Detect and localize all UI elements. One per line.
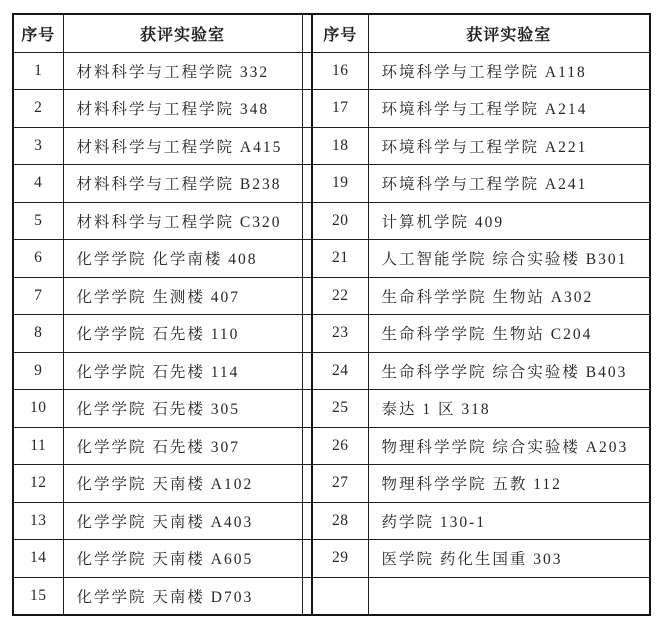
table-row xyxy=(13,127,650,165)
header-serial-left: 序号 xyxy=(13,14,63,52)
gap-cell xyxy=(302,390,312,428)
serial-cell-left: 2 xyxy=(13,90,63,128)
serial-cell-right: 22 xyxy=(312,277,368,315)
gap-cell xyxy=(302,202,312,240)
serial-cell-right: 27 xyxy=(312,465,368,503)
serial-cell-right: 29 xyxy=(312,540,368,578)
header-lab-left: 获评实验室 xyxy=(63,14,302,52)
lab-cell-left: 化学学院 石先楼 305 xyxy=(63,390,302,428)
serial-cell-right: 18 xyxy=(312,127,368,165)
serial-cell-left: 13 xyxy=(13,502,63,540)
serial-cell-right: 20 xyxy=(312,202,368,240)
lab-cell-left: 化学学院 化学南楼 408 xyxy=(63,240,302,278)
lab-cell-right: 人工智能学院 综合实验楼 B301 xyxy=(368,240,650,278)
serial-cell-right xyxy=(312,577,368,615)
gap-cell xyxy=(302,165,312,203)
table-row xyxy=(13,577,650,615)
lab-cell-left: 化学学院 天南楼 A605 xyxy=(63,540,302,578)
lab-cell-right: 计算机学院 409 xyxy=(368,202,650,240)
gap-cell xyxy=(302,502,312,540)
gap-cell xyxy=(302,315,312,353)
serial-cell-left: 14 xyxy=(13,540,63,578)
gap-cell xyxy=(302,465,312,503)
serial-cell-left: 6 xyxy=(13,240,63,278)
serial-cell-left: 3 xyxy=(13,127,63,165)
serial-cell-left: 10 xyxy=(13,390,63,428)
lab-cell-right: 生命科学学院 生物站 C204 xyxy=(368,315,650,353)
table-row xyxy=(13,465,650,503)
table-row xyxy=(13,502,650,540)
serial-cell-left: 15 xyxy=(13,577,63,615)
table-row xyxy=(13,390,650,428)
table-row xyxy=(13,165,650,203)
lab-cell-left: 化学学院 石先楼 114 xyxy=(63,352,302,390)
header-lab-right: 获评实验室 xyxy=(368,14,650,52)
lab-cell-left: 材料科学与工程学院 A415 xyxy=(63,127,302,165)
gap-cell xyxy=(302,90,312,128)
lab-cell-left: 化学学院 天南楼 D703 xyxy=(63,577,302,615)
serial-cell-left: 8 xyxy=(13,315,63,353)
table-row xyxy=(13,427,650,465)
gap-cell xyxy=(302,540,312,578)
gap-cell xyxy=(302,127,312,165)
gap-cell xyxy=(302,577,312,615)
lab-cell-left: 化学学院 生测楼 407 xyxy=(63,277,302,315)
lab-cell-right: 物理科学学院 五教 112 xyxy=(368,465,650,503)
lab-cell-left: 化学学院 天南楼 A102 xyxy=(63,465,302,503)
lab-cell-right: 生命科学学院 生物站 A302 xyxy=(368,277,650,315)
table-row xyxy=(13,540,650,578)
header-gap xyxy=(302,14,312,52)
lab-cell-right: 医学院 药化生国重 303 xyxy=(368,540,650,578)
serial-cell-left: 4 xyxy=(13,165,63,203)
gap-cell xyxy=(302,277,312,315)
serial-cell-left: 1 xyxy=(13,52,63,90)
table-row xyxy=(13,315,650,353)
serial-cell-right: 19 xyxy=(312,165,368,203)
lab-cell-left: 材料科学与工程学院 B238 xyxy=(63,165,302,203)
table-body xyxy=(13,52,650,615)
lab-cell-right: 泰达 1 区 318 xyxy=(368,390,650,428)
serial-cell-left: 5 xyxy=(13,202,63,240)
lab-cell-left: 材料科学与工程学院 348 xyxy=(63,90,302,128)
lab-cell-right: 环境科学与工程学院 A221 xyxy=(368,127,650,165)
lab-cell-right xyxy=(368,577,650,615)
lab-cell-left: 材料科学与工程学院 332 xyxy=(63,52,302,90)
lab-cell-right: 药学院 130-1 xyxy=(368,502,650,540)
serial-cell-right: 23 xyxy=(312,315,368,353)
table-header-row xyxy=(13,14,650,52)
lab-cell-right: 环境科学与工程学院 A241 xyxy=(368,165,650,203)
gap-cell xyxy=(302,352,312,390)
serial-cell-left: 7 xyxy=(13,277,63,315)
lab-cell-right: 环境科学与工程学院 A118 xyxy=(368,52,650,90)
serial-cell-right: 16 xyxy=(312,52,368,90)
serial-cell-right: 28 xyxy=(312,502,368,540)
table-row xyxy=(13,277,650,315)
table-row xyxy=(13,52,650,90)
serial-cell-left: 12 xyxy=(13,465,63,503)
serial-cell-right: 21 xyxy=(312,240,368,278)
serial-cell-right: 24 xyxy=(312,352,368,390)
lab-cell-left: 化学学院 石先楼 307 xyxy=(63,427,302,465)
gap-cell xyxy=(302,52,312,90)
lab-cell-left: 材料科学与工程学院 C320 xyxy=(63,202,302,240)
table-row xyxy=(13,240,650,278)
serial-cell-left: 11 xyxy=(13,427,63,465)
serial-cell-left: 9 xyxy=(13,352,63,390)
lab-cell-left: 化学学院 天南楼 A403 xyxy=(63,502,302,540)
lab-cell-right: 环境科学与工程学院 A214 xyxy=(368,90,650,128)
serial-cell-right: 17 xyxy=(312,90,368,128)
serial-cell-right: 26 xyxy=(312,427,368,465)
table-row xyxy=(13,90,650,128)
lab-cell-left: 化学学院 石先楼 110 xyxy=(63,315,302,353)
table-row xyxy=(13,352,650,390)
serial-cell-right: 25 xyxy=(312,390,368,428)
table-row xyxy=(13,202,650,240)
lab-cell-right: 物理科学学院 综合实验楼 A203 xyxy=(368,427,650,465)
gap-cell xyxy=(302,240,312,278)
awarded-labs-table xyxy=(12,13,651,616)
gap-cell xyxy=(302,427,312,465)
header-serial-right: 序号 xyxy=(312,14,368,52)
lab-cell-right: 生命科学学院 综合实验楼 B403 xyxy=(368,352,650,390)
